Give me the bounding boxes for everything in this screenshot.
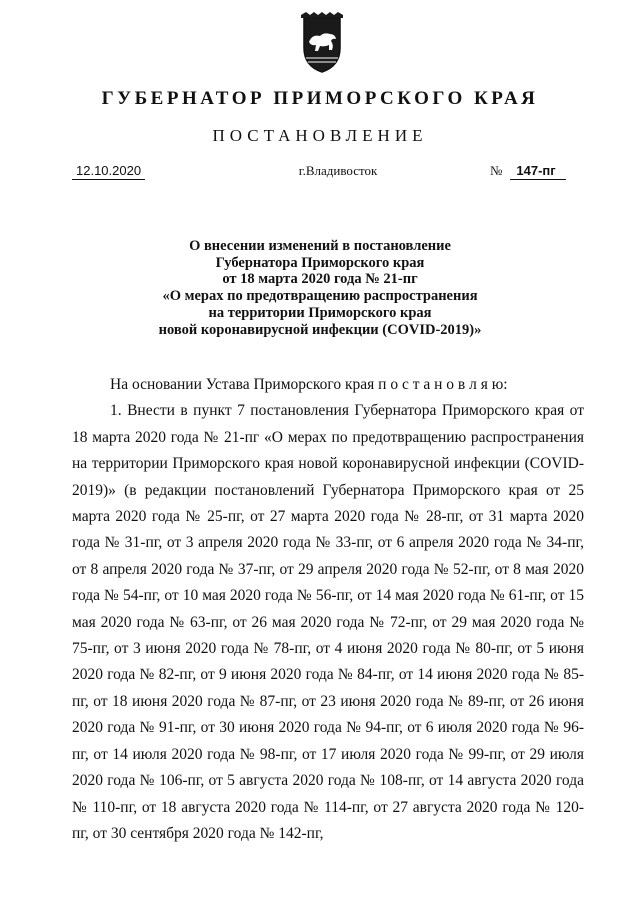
subject-line: новой коронавирусной инфекции (COVID-2019)» [158, 321, 482, 338]
document-number: 147-пг [510, 163, 565, 180]
subject-line: О внесении изменений в постановление [189, 238, 451, 254]
coat-of-arms-icon [298, 12, 346, 74]
subject-line: Губернатора Приморского края [215, 254, 425, 271]
document-type: ПОСТАНОВЛЕНИЕ [212, 126, 428, 145]
issuer-title: ГУБЕРНАТОР ПРИМОРСКОГО КРАЯ [101, 88, 539, 109]
document-body [72, 372, 584, 847]
document-number-block [490, 163, 566, 179]
subject-line: «О мерах по предотвращению распространения [162, 288, 478, 305]
document-city: г.Владивосток [298, 163, 378, 178]
document-date: 12.10.2020 [72, 163, 145, 180]
subject-line: на территории Приморского края [208, 304, 432, 321]
subject-line: от 18 марта 2020 года № 21-пг [222, 271, 418, 288]
item-1-paragraph: 1. Внести в пункт 7 постановления Губернатора Приморского края от 18 марта 2020 года № 21-пг «О мерах по предотвращению распространения на территории Приморского края новой коронавирусной инфекции (COVID-2019)» (в редакции постановлений Губернатора Приморского края от 25 марта 2020 года № 25-пг, от 27 марта 2020 года № 28-пг, от 31 марта 2020 года № 31-пг, от 3 апреля 2020 года № 33-пг, от 6 апреля 2020 года № 34-пг, от 8 апреля 2020 года № 37-пг, от 29 апреля 2020 года № 52-пг, от 8 мая 2020 года № 54-пг, от 10 мая 2020 года № 56-пг, от 14 мая 2020 года № 61-пг, от 15 мая 2020 года № 63-пг, от 26 мая 2020 года № 72-пг, от 29 мая 2020 года № 75-пг, от 3 июня 2020 года № 78-пг, от 4 июня 2020 года № 80-пг, от 5 июня 2020 года № 82-пг, от 9 июня 2020 года № 84-пг, от 14 июня 2020 года № 85-пг, от 18 июня 2020 года № 87-пг, от 23 июня 2020 года № 89-пг, от 26 июня 2020 года № 91-пг, от 30 июня 2020 года № 94-пг, от 6 июля 2020 года № 96-пг, от 14 июля 2020 года № 98-пг, от 17 июля 2020 года № 99-пг, от 29 июля 2020 года № 106-пг, от 5 августа 2020 года № 108-пг, от 14 августа 2020 года № 110-пг, от 18 августа 2020 года № 114-пг, от 27 августа 2020 года № 120-пг, от 30 сентября 2020 года № 142-пг, [72, 402, 584, 842]
intro-paragraph: На основании Устава Приморского края п о с т а н о в л я ю: [110, 376, 508, 393]
document-subject [0, 238, 640, 338]
number-sign: № [490, 163, 503, 178]
